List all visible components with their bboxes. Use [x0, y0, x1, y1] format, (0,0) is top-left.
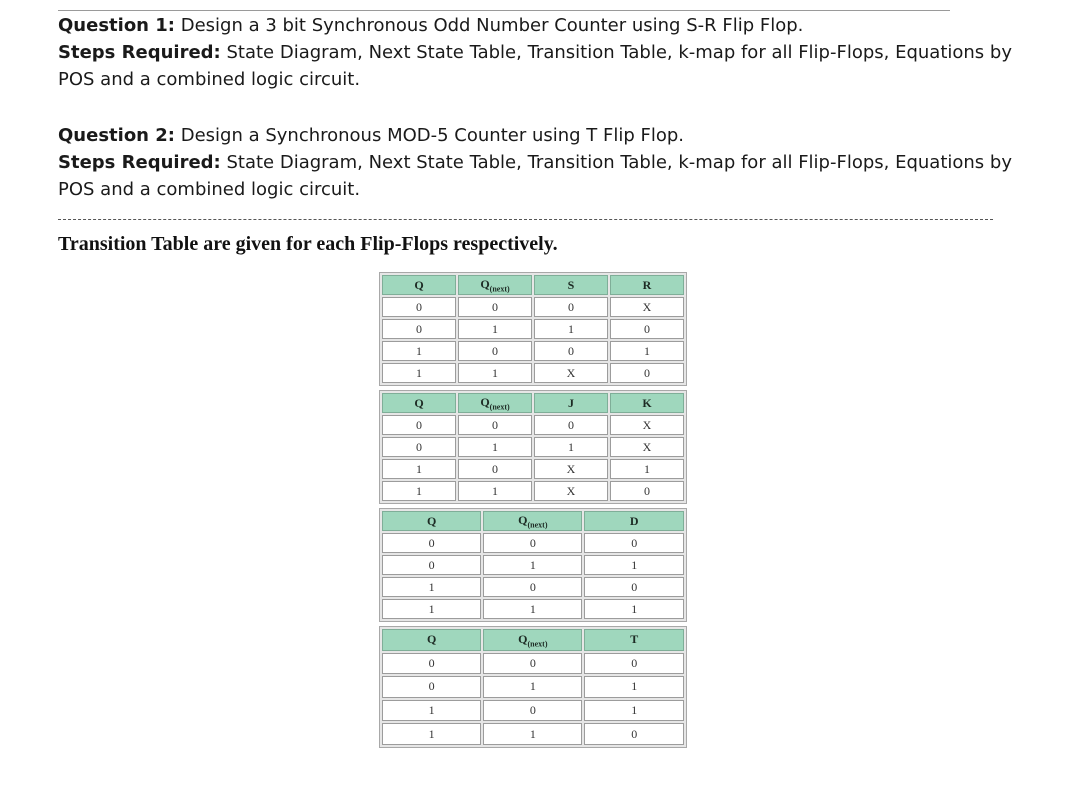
table-cell: 1 — [382, 459, 456, 479]
header-q: Q — [382, 511, 481, 531]
question-2-steps-text: State Diagram, Next State Table, Transition Table, k-map for all Flip-Flops, Equations by POS and a combined logic circuit. — [58, 152, 1012, 200]
table-header-row — [382, 629, 684, 651]
header-q-next: $Q_{(next)}$ — [458, 393, 532, 413]
header-d: D — [584, 511, 684, 531]
table-cell: 0 — [382, 319, 456, 339]
header-t: T — [584, 629, 684, 651]
table-row — [382, 555, 684, 575]
sr-transition-table — [379, 272, 687, 386]
header-q-next: $Q_{(next)}$ — [483, 629, 582, 651]
table-cell: 0 — [458, 415, 532, 435]
table-cell: 0 — [483, 577, 582, 597]
table-cell: X — [610, 437, 684, 457]
table-cell: 1 — [483, 723, 582, 745]
question-1-steps — [58, 39, 1018, 93]
table-row — [382, 341, 684, 361]
transition-tables — [379, 272, 687, 752]
table-cell: 1 — [483, 676, 582, 698]
question-2-steps-label: Steps Required: — [58, 152, 221, 173]
table-row — [382, 319, 684, 339]
table-cell: X — [534, 363, 608, 383]
table-row — [382, 676, 684, 698]
table-row — [382, 437, 684, 457]
table-cell: 1 — [458, 363, 532, 383]
question-2-text: Design a Synchronous MOD-5 Counter using T Flip Flop. — [174, 125, 685, 146]
table-cell: X — [610, 297, 684, 317]
table-cell: 1 — [382, 341, 456, 361]
table-cell: 1 — [534, 319, 608, 339]
header-r: R — [610, 275, 684, 295]
table-cell: 1 — [483, 599, 582, 619]
header-q: Q — [382, 629, 481, 651]
table-cell: 0 — [382, 653, 481, 675]
table-cell: X — [534, 459, 608, 479]
table-cell: 1 — [382, 481, 456, 501]
table-row — [382, 599, 684, 619]
table-row — [382, 653, 684, 675]
table-cell: 0 — [382, 555, 481, 575]
question-2-steps — [58, 149, 1018, 203]
question-1-steps-label: Steps Required: — [58, 42, 221, 63]
table-cell: 0 — [610, 319, 684, 339]
d-transition-table — [379, 508, 687, 622]
table-cell: 1 — [584, 700, 684, 722]
table-cell: 0 — [458, 341, 532, 361]
question-1-title — [58, 12, 1018, 39]
table-cell: 1 — [382, 700, 481, 722]
table-cell: X — [610, 415, 684, 435]
table-row — [382, 533, 684, 553]
table-cell: 0 — [534, 415, 608, 435]
question-1-steps-text: State Diagram, Next State Table, Transition Table, k-map for all Flip-Flops, Equations by POS and a combined logic circuit. — [58, 42, 1012, 90]
table-cell: 1 — [382, 577, 481, 597]
header-q: Q — [382, 275, 456, 295]
table-cell: 1 — [584, 555, 684, 575]
table-cell: 1 — [584, 599, 684, 619]
jk-transition-table — [379, 390, 687, 504]
transition-heading: Transition Table are given for each Flip-Flops respectively. — [58, 233, 558, 255]
table-cell: 0 — [584, 533, 684, 553]
table-cell: 0 — [382, 437, 456, 457]
question-1-label: Question 1: — [58, 15, 175, 36]
table-cell: 1 — [382, 599, 481, 619]
table-cell: 1 — [458, 437, 532, 457]
table-cell: 0 — [382, 415, 456, 435]
table-cell: 0 — [584, 653, 684, 675]
table-cell: 1 — [534, 437, 608, 457]
table-row — [382, 459, 684, 479]
table-header-row — [382, 275, 684, 295]
header-q: Q — [382, 393, 456, 413]
table-cell: 1 — [610, 459, 684, 479]
question-2-label: Question 2: — [58, 125, 175, 146]
table-row — [382, 297, 684, 317]
table-cell: 0 — [584, 577, 684, 597]
table-cell: 1 — [382, 363, 456, 383]
table-cell: 1 — [584, 676, 684, 698]
header-q-next: $Q_{(next)}$ — [458, 275, 532, 295]
header-j: J — [534, 393, 608, 413]
header-s: S — [534, 275, 608, 295]
table-cell: 0 — [483, 700, 582, 722]
table-cell: 0 — [382, 297, 456, 317]
table-row — [382, 363, 684, 383]
table-cell: 0 — [483, 533, 582, 553]
table-row — [382, 723, 684, 745]
table-cell: 0 — [458, 459, 532, 479]
dashed-divider — [58, 219, 993, 220]
question-1-text: Design a 3 bit Synchronous Odd Number Counter using S-R Flip Flop. — [174, 15, 804, 36]
table-row — [382, 481, 684, 501]
table-row — [382, 700, 684, 722]
table-cell: 1 — [458, 319, 532, 339]
table-cell: X — [534, 481, 608, 501]
top-divider — [58, 10, 950, 11]
header-q-next: $Q_{(next)}$ — [483, 511, 582, 531]
table-cell: 0 — [584, 723, 684, 745]
table-row — [382, 577, 684, 597]
question-2 — [58, 122, 1018, 203]
table-cell: 1 — [382, 723, 481, 745]
table-cell: 0 — [610, 363, 684, 383]
table-cell: 0 — [382, 676, 481, 698]
table-header-row — [382, 393, 684, 413]
table-cell: 0 — [534, 341, 608, 361]
table-header-row — [382, 511, 684, 531]
table-cell: 1 — [610, 341, 684, 361]
question-1 — [58, 12, 1018, 93]
table-row — [382, 415, 684, 435]
table-cell: 1 — [458, 481, 532, 501]
table-cell: 0 — [458, 297, 532, 317]
t-transition-table — [379, 626, 687, 748]
table-cell: 0 — [483, 653, 582, 675]
table-cell: 0 — [382, 533, 481, 553]
table-cell: 1 — [483, 555, 582, 575]
table-cell: 0 — [534, 297, 608, 317]
table-cell: 0 — [610, 481, 684, 501]
question-2-title — [58, 122, 1018, 149]
header-k: K — [610, 393, 684, 413]
